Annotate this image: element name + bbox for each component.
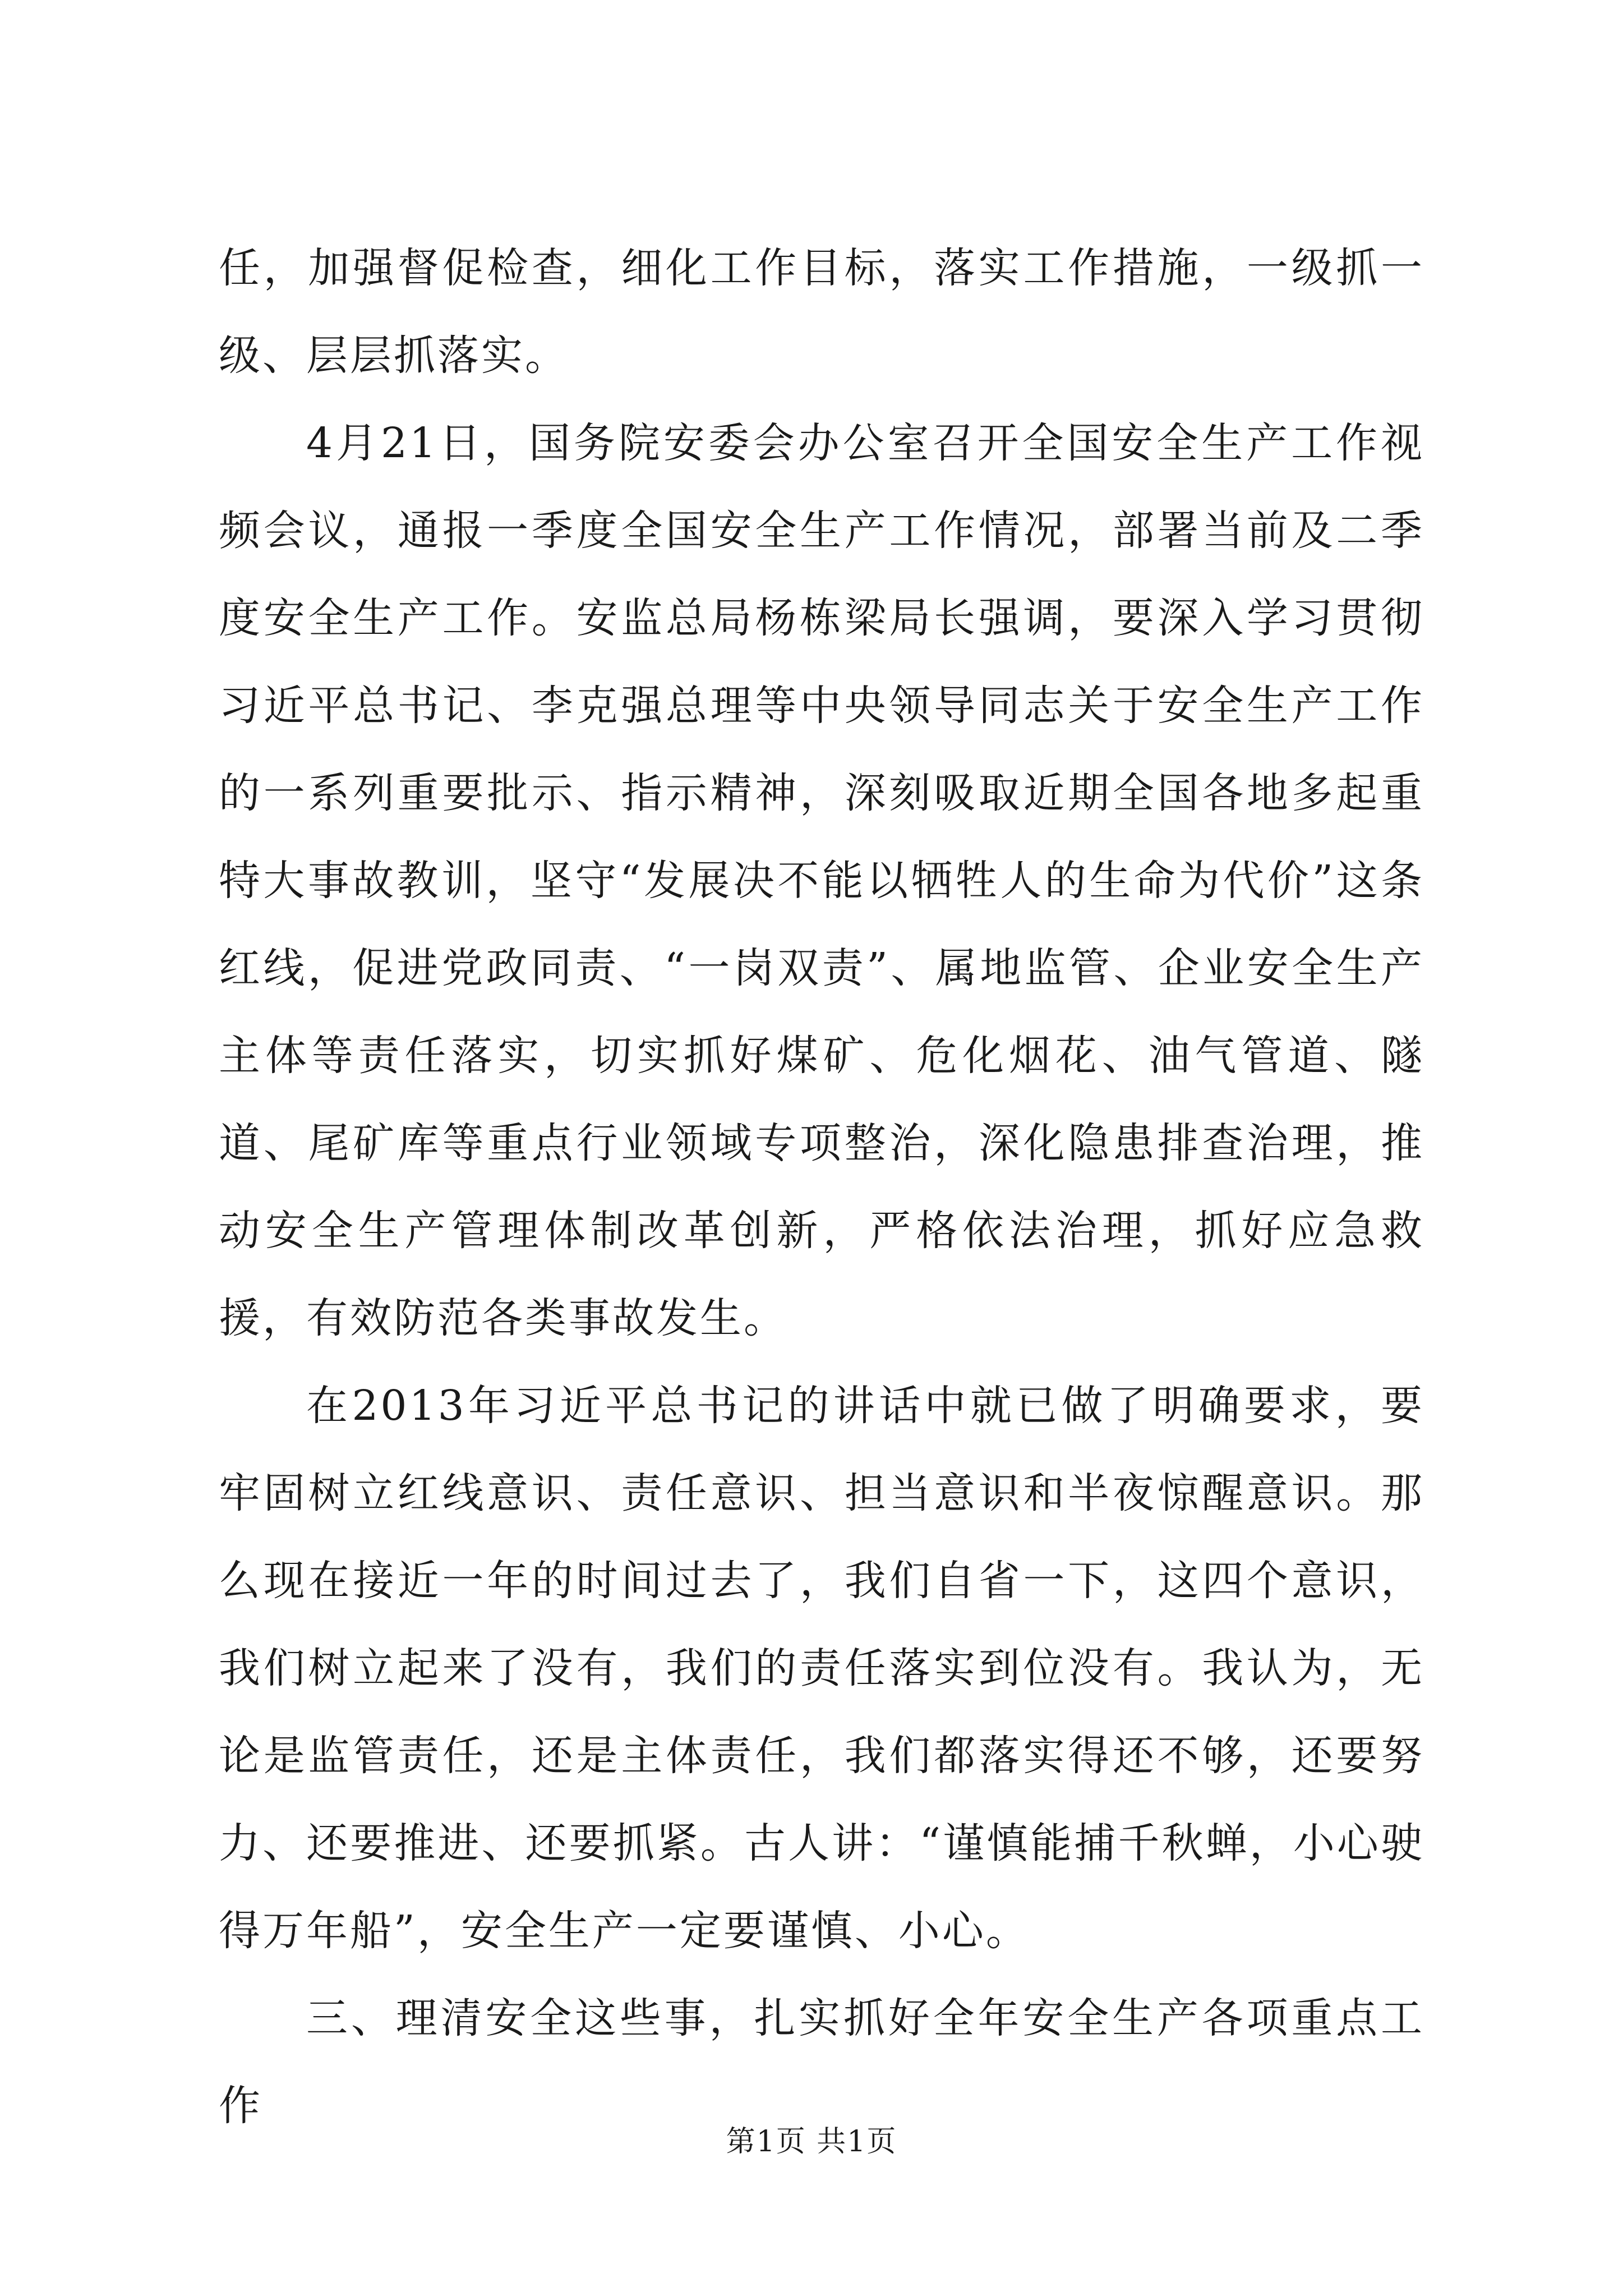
paragraph-2: 4月21日，国务院安委会办公室召开全国安全生产工作视频会议，通报一季度全国安全生产工作情况，部署当前及二季度安全生产工作。安监总局杨栋梁局长强调，要深入学习贯彻习近平总书记、李克强总理等中央领导同志关于安全生产工作的一系列重要批示、指示精神，深刻吸取近期全国各地多起重特大事故教训，坚守“发展决不能以牺牲人的生命为代价”这条红线，促进党政同责、“一岗双责”、属地监管、企业安全生产主体等责任落实，切实抓好煤矿、危化烟花、油气管道、隧道、尾矿库等重点行业领域专项整治，深化隐患排查治理，推动安全生产管理体制改革创新，严格依法治理，抓好应急救援，有效防范各类事故发生。: [219, 419, 1424, 1342]
body-text: [219, 224, 1424, 2150]
page-footer: 第1页 共1页: [726, 2125, 897, 2159]
section-heading: 三、理清安全这些事，扎实抓好全年安全生产各项重点工作: [219, 1994, 1424, 2130]
paragraph-3: 在2013年习近平总书记的讲话中就已做了明确要求，要牢固树立红线意识、责任意识、担当意识和半夜惊醒意识。那么现在接近一年的时间过去了，我们自省一下，这四个意识，我们树立起来了没有，我们的责任落实到位没有。我认为，无论是监管责任，还是主体责任，我们都落实得还不够，还要努力、还要推进、还要抓紧。古人讲：“谨慎能捕千秋蝉，小心驶得万年船”，安全生产一定要谨慎、小心。: [219, 1382, 1424, 1955]
paragraph-1: 任，加强督促检查，细化工作目标，落实工作措施，一级抓一级、层层抓落实。: [219, 244, 1424, 380]
